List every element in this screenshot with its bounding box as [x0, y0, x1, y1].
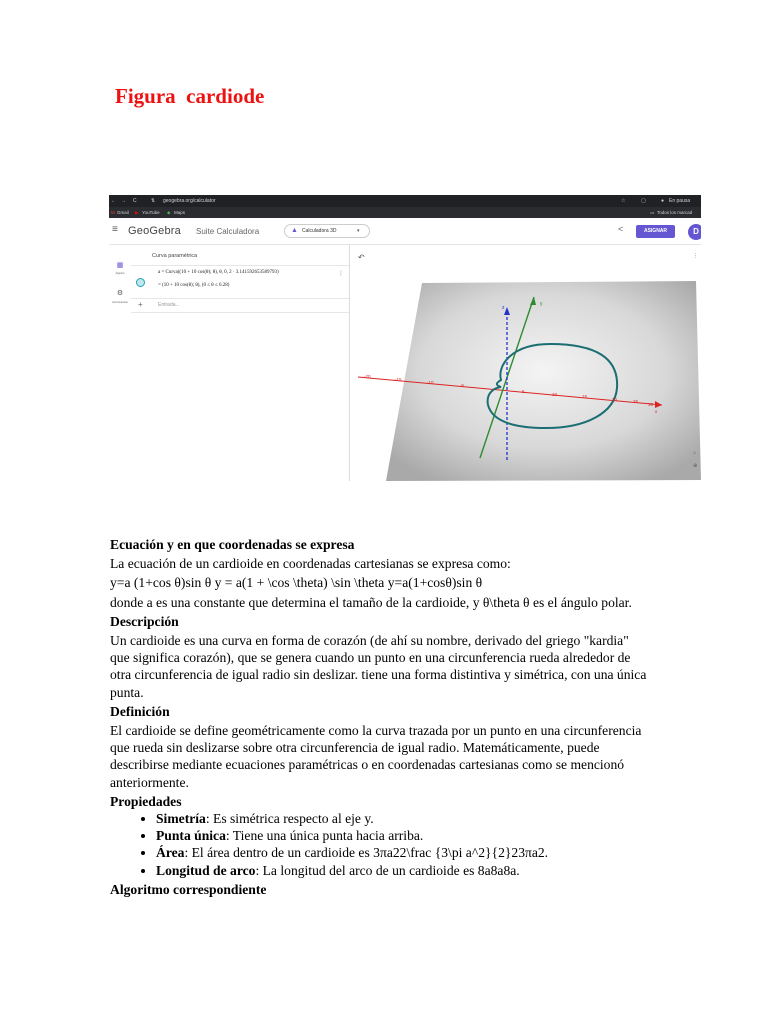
undo-icon[interactable]: ↶: [358, 253, 365, 262]
forward-icon[interactable]: →: [121, 198, 126, 204]
bookmark-gmail[interactable]: Gmail: [117, 210, 129, 215]
list-item: [156, 827, 650, 844]
plus-icon[interactable]: +: [138, 300, 143, 309]
tick-label: 25: [633, 399, 639, 404]
3d-scene: [350, 245, 701, 481]
property-text: : La longitud del arco de un cardioide es 8a8a8a.: [255, 862, 520, 878]
tick-label: 30: [648, 402, 654, 407]
tool-rail: [109, 245, 131, 481]
algebra-input-row[interactable]: [131, 298, 349, 313]
url-bar[interactable]: geogebra.org/calculator: [163, 198, 216, 204]
paragraph: El cardioide se define geométricamente como la curva trazada por un punto en una circunferencia que rueda sin deslizarse sobre otra circunferencia de igual radio. Matemáticamente, puede describirse mediante ecuaciones paramétricas o en coordenadas cartesianas como se mencionó anteriormente.: [110, 723, 642, 790]
tick-label: 10: [552, 392, 558, 397]
property-text: : Es simétrica respecto al eje y.: [205, 811, 374, 827]
bookmark-youtube[interactable]: YouTube: [142, 210, 160, 215]
property-text: : El área dentro de un cardioide es 3πa22\frac {3\pi a^2}{2}23πa2.: [184, 845, 549, 861]
algebra-panel-title: Curva paramétrica: [152, 253, 198, 259]
input-placeholder[interactable]: Entrada...: [158, 302, 180, 308]
youtube-icon: ▶: [135, 210, 139, 215]
assign-button[interactable]: ASIGNAR: [636, 225, 675, 238]
site-info-icon[interactable]: ⇅: [151, 198, 156, 204]
home-icon[interactable]: ⌂: [693, 450, 697, 456]
rail-label-tools: Herramientas: [112, 301, 128, 304]
browser-toolbar: [109, 195, 701, 207]
property-term: Punta única: [156, 828, 226, 844]
tick-label: -10: [427, 380, 434, 385]
property-text: : Tiene una única punta hacia arriba.: [225, 828, 424, 844]
paragraph: donde a es una constante que determina el tamaño de la cardioide, y θ\theta θ es el ángulo polar.: [110, 594, 632, 610]
document-body: [110, 536, 650, 898]
calculator-icon[interactable]: ▦: [116, 262, 124, 269]
chevron-down-icon: ▾: [357, 228, 360, 234]
section-heading: Definición: [110, 703, 170, 719]
hamburger-icon[interactable]: ≡: [112, 224, 118, 235]
list-item: [156, 844, 650, 861]
list-item: [156, 810, 650, 827]
tick-label: -15: [395, 377, 402, 382]
extension-icon[interactable]: ▢: [641, 198, 646, 204]
page-title: Figura cardiode: [115, 84, 265, 108]
app-selector-label: Calculadora 3D: [302, 228, 337, 234]
folder-icon: ▭: [650, 210, 655, 215]
maps-icon: ◆: [167, 210, 171, 215]
more-options-icon[interactable]: ⋮: [338, 271, 344, 277]
graphics-3d-view[interactable]: [350, 245, 701, 481]
tools-icon[interactable]: ⚙: [116, 290, 124, 297]
y-axis-label: y: [540, 301, 543, 307]
algebra-row[interactable]: [131, 265, 349, 299]
property-term: Área: [156, 845, 185, 861]
rail-label-algebra: Álgebra: [115, 272, 125, 275]
bookmark-star-icon[interactable]: ☆: [621, 198, 626, 204]
view-settings-icon[interactable]: ⋮: [693, 253, 698, 259]
suite-title: Suite Calculadora: [196, 227, 260, 236]
profile-label: En pausa: [669, 198, 691, 204]
property-term: Simetría: [156, 811, 206, 827]
pyramid-icon: ▲: [291, 227, 298, 234]
share-icon[interactable]: <: [618, 224, 624, 234]
reload-icon[interactable]: C: [133, 198, 137, 204]
section-heading: Ecuación y en que coordenadas se expresa: [110, 537, 355, 552]
list-item: [156, 862, 650, 879]
all-bookmarks[interactable]: Todos los marcad: [657, 210, 693, 215]
paragraph: Un cardioide es una curva en forma de corazón (de ahí su nombre, derivado del griego "kardia" que significa corazón), que se genera cuando un punto en una circunferencia rueda alrededor de otra circunferencia de igual radio sin deslizar. tiene una forma distintiva y simétrica, con una única punta.: [110, 633, 647, 700]
property-term: Longitud de arco: [156, 862, 256, 878]
geogebra-header: [109, 218, 701, 245]
back-icon[interactable]: ←: [111, 198, 116, 204]
paragraph: La ecuación de un cardioide en coordenadas cartesianas se expresa como:: [110, 556, 511, 572]
properties-list: [110, 810, 650, 879]
curve-value: = (10 + 10 cos(θ); θ), (0 ≤ θ ≤ 6.28): [158, 283, 230, 288]
algebra-panel: [131, 245, 350, 481]
visibility-toggle[interactable]: [136, 278, 145, 287]
z-axis-label: z: [502, 305, 505, 311]
tick-label: 15: [582, 394, 588, 399]
curve-definition[interactable]: a = Curva((10 + 10 cos(θ); θ), θ, 0, 2 · 3.141592653589793): [158, 270, 279, 275]
geogebra-logo: GeoGebra: [128, 225, 181, 237]
equation-line: y=a (1+cos θ)sin θ y = a(1 + \cos \theta) \sin \theta y=a(1+cosθ)sin θ: [110, 575, 483, 591]
section-heading: Propiedades: [110, 793, 182, 809]
app-selector[interactable]: [284, 224, 370, 238]
section-heading: Descripción: [110, 613, 179, 629]
geogebra-screenshot: [109, 195, 701, 481]
zoom-icon[interactable]: ⊕: [693, 463, 698, 469]
bookmark-maps[interactable]: Maps: [174, 210, 186, 215]
x-axis-label: x: [655, 409, 658, 414]
gmail-icon: M: [111, 210, 115, 215]
profile-icon[interactable]: ●: [661, 198, 665, 204]
tick-label: -20: [364, 374, 371, 379]
avatar[interactable]: D: [688, 224, 701, 240]
section-heading: Algoritmo correspondiente: [110, 881, 267, 897]
bookmarks-bar: [109, 207, 701, 218]
tick-label: -5: [460, 383, 465, 388]
tick-label: 20: [612, 397, 618, 402]
tick-label: 5: [522, 389, 525, 394]
